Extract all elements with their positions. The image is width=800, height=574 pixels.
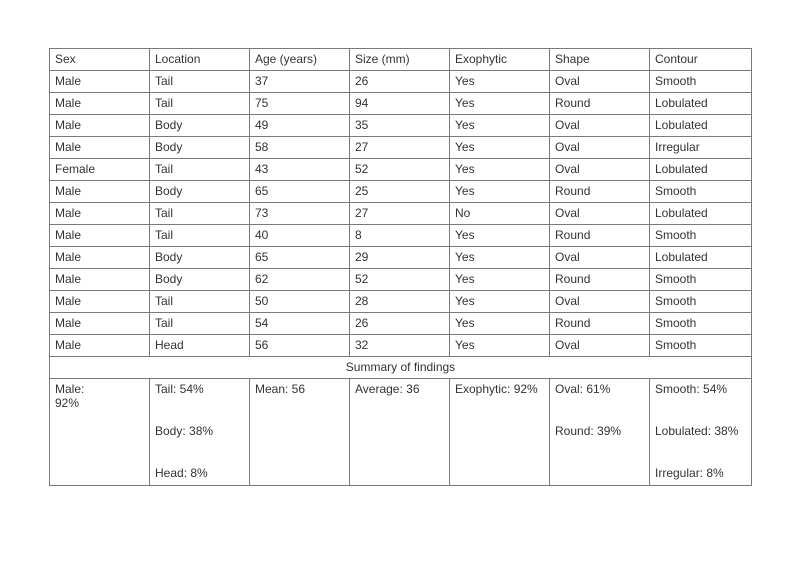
table-row [50,93,752,115]
cell-size: 94 [350,93,450,115]
cell-sex: Male [50,181,150,203]
cell-shape: Round [550,313,650,335]
table-row [50,159,752,181]
header-row [50,49,752,71]
cell-shape: Oval [550,137,650,159]
cell-contour: Smooth [650,291,752,313]
cell-exophytic: Yes [450,181,550,203]
cell-age: 65 [250,247,350,269]
cell-shape: Round [550,93,650,115]
cell-contour: Smooth [650,71,752,93]
cell-contour: Lobulated [650,93,752,115]
cell-location: Tail [150,313,250,335]
cell-location: Tail [150,93,250,115]
summary-sex-value: 92% [55,396,80,410]
cell-age: 65 [250,181,350,203]
summary-size [350,379,450,486]
summary-location-tail: Tail: 54% [155,382,204,396]
cell-age: 62 [250,269,350,291]
cell-exophytic: Yes [450,269,550,291]
cell-shape: Oval [550,71,650,93]
summary-age-mean: Mean: 56 [255,382,306,396]
cell-size: 27 [350,203,450,225]
cell-age: 50 [250,291,350,313]
cell-sex: Male [50,291,150,313]
cell-sex: Male [50,313,150,335]
summary-location [150,379,250,486]
cell-sex: Male [50,335,150,357]
cell-exophytic: Yes [450,225,550,247]
summary-location-body: Body: 38% [155,424,214,438]
table-row [50,313,752,335]
cell-location: Head [150,335,250,357]
summary-location-head: Head: 8% [155,466,208,480]
cell-sex: Male [50,115,150,137]
cell-size: 29 [350,247,450,269]
header-contour: Contour [650,49,752,71]
cell-exophytic: Yes [450,71,550,93]
cell-location: Body [150,181,250,203]
cell-exophytic: Yes [450,137,550,159]
cell-shape: Oval [550,115,650,137]
cell-location: Tail [150,71,250,93]
table-row [50,335,752,357]
cell-shape: Round [550,269,650,291]
cell-age: 75 [250,93,350,115]
table-row [50,115,752,137]
cell-sex: Male [50,137,150,159]
cell-size: 25 [350,181,450,203]
cell-sex: Male [50,269,150,291]
cell-exophytic: Yes [450,115,550,137]
cell-shape: Oval [550,247,650,269]
cell-size: 52 [350,159,450,181]
cell-contour: Smooth [650,269,752,291]
cell-shape: Round [550,181,650,203]
summary-row [50,379,752,486]
cell-sex: Male [50,71,150,93]
cell-size: 26 [350,71,450,93]
cell-size: 27 [350,137,450,159]
cell-shape: Oval [550,159,650,181]
cell-contour: Lobulated [650,247,752,269]
cell-age: 56 [250,335,350,357]
cell-size: 52 [350,269,450,291]
header-exophytic: Exophytic [450,49,550,71]
cell-sex: Male [50,247,150,269]
summary-shape-oval: Oval: 61% [555,382,611,396]
cell-sex: Male [50,203,150,225]
cell-contour: Smooth [650,181,752,203]
cell-sex: Male [50,225,150,247]
header-age: Age (years) [250,49,350,71]
table-row [50,137,752,159]
cell-exophytic: Yes [450,313,550,335]
summary-sex [50,379,150,486]
cell-age: 43 [250,159,350,181]
table-row [50,203,752,225]
summary-contour-irregular: Irregular: 8% [655,466,724,480]
cell-size: 35 [350,115,450,137]
summary-sex-label: Male: [55,382,85,396]
summary-shape-round: Round: 39% [555,424,622,438]
cell-contour: Smooth [650,313,752,335]
cell-location: Tail [150,203,250,225]
cell-location: Body [150,137,250,159]
cell-exophytic: No [450,203,550,225]
cell-location: Tail [150,225,250,247]
table-row [50,247,752,269]
cell-size: 28 [350,291,450,313]
table-row [50,269,752,291]
findings-table [49,48,752,486]
summary-size-average: Average: 36 [355,382,420,396]
cell-location: Body [150,269,250,291]
summary-exophytic [450,379,550,486]
cell-age: 49 [250,115,350,137]
cell-contour: Irregular [650,137,752,159]
summary-age [250,379,350,486]
summary-title: Summary of findings [50,357,752,379]
cell-exophytic: Yes [450,247,550,269]
cell-location: Tail [150,291,250,313]
table-row [50,181,752,203]
cell-contour: Lobulated [650,203,752,225]
cell-contour: Smooth [650,225,752,247]
summary-contour [650,379,752,486]
cell-exophytic: Yes [450,335,550,357]
table-row [50,71,752,93]
cell-contour: Lobulated [650,115,752,137]
cell-sex: Male [50,93,150,115]
cell-size: 26 [350,313,450,335]
cell-location: Body [150,115,250,137]
cell-contour: Lobulated [650,159,752,181]
cell-shape: Oval [550,291,650,313]
table-row [50,291,752,313]
table-row [50,225,752,247]
cell-contour: Smooth [650,335,752,357]
header-shape: Shape [550,49,650,71]
cell-exophytic: Yes [450,291,550,313]
summary-shape [550,379,650,486]
cell-age: 40 [250,225,350,247]
cell-age: 58 [250,137,350,159]
cell-size: 8 [350,225,450,247]
summary-title-row [50,357,752,379]
cell-exophytic: Yes [450,93,550,115]
cell-shape: Oval [550,203,650,225]
cell-shape: Oval [550,335,650,357]
cell-size: 32 [350,335,450,357]
cell-sex: Female [50,159,150,181]
summary-exophytic-value: Exophytic: 92% [455,382,538,396]
cell-shape: Round [550,225,650,247]
summary-contour-lobulated: Lobulated: 38% [655,424,739,438]
table-body [50,71,752,357]
cell-age: 73 [250,203,350,225]
header-size: Size (mm) [350,49,450,71]
cell-location: Tail [150,159,250,181]
header-location: Location [150,49,250,71]
header-sex: Sex [50,49,150,71]
cell-location: Body [150,247,250,269]
cell-age: 37 [250,71,350,93]
summary-contour-smooth: Smooth: 54% [655,382,728,396]
cell-exophytic: Yes [450,159,550,181]
cell-age: 54 [250,313,350,335]
